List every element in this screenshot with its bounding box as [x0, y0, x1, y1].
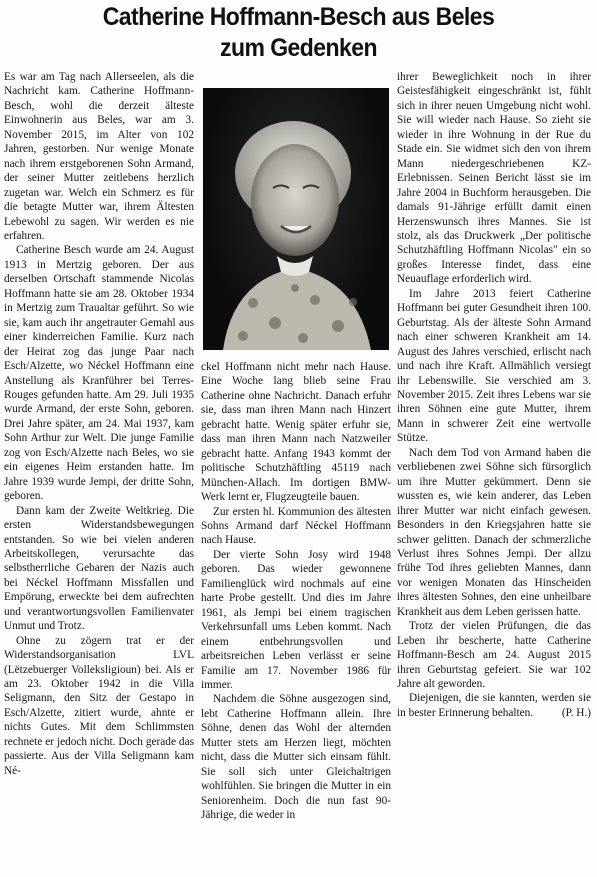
- paragraph: Nach dem Tod von Armand haben die verbliebenen zwei Söhne sich fürsorglich um ihre Mutter gekümmert. Denn sie wussten es, wie kein anderer, das Leben ihrer Mutter war nicht einfach gewesen. Besonders in den Kriegsjahren hatte sie schwer gelitten. Danach der schmerzliche Verlust ihres Sohnes Jempi. Der allzu frühe Tod ihres geliebten Mannes, dann vor wenigen Monaten das Hinscheiden ihres ältesten Sohnes, den eine unheilbare Krankheit aus dem Leben gerissen hatte.: [397, 446, 591, 618]
- paragraph: Trotz der vielen Prüfungen, die das Leben ihr bescherte, hatte Catherine Hoffmann-Besch am 24. August 2015 ihren Geburtstag gefeiert. Sie war 102 Jahre alt geworden.: [397, 620, 591, 691]
- column-2: [201, 360, 391, 823]
- paragraph: Im Jahre 2013 feiert Catherine Hoffmann bei guter Gesundheit ihren 100. Geburtstag. Als der älteste Sohn Armand nach einer schweren Krankheit am 14. August des Jahres verschied, erlischt nach und nach ihre Kraft. Allmählich versiegt ihr Lebenswille. Sie verschied am 3. November 2015. Zeit ihres Lebens war sie ihren Söhnen eine gute Mutter, ihrem Mann in schwerer Zeit eine wertvolle Stütze.: [397, 287, 591, 445]
- paragraph: Zur ersten hl. Kommunion des ältesten Sohns Armand darf Néckel Hoffmann nach Hause.: [201, 505, 391, 547]
- paragraph: Catherine Besch wurde am 24. August 1913 in Mertzig geboren. Der aus derselben Ortschaft stammende Nicolas Hoffmann hatte sie am 28. Oktober 1934 in Mertzig zum Traualtar geführt. So wie sie, kam auch ihr angetrauter Gemahl aus einer kinderreichen Familie. Kurz nach der Heirat zog das junge Paar nach Esch/Alzette, wo Néckel Hoffmann eine Anstellung als Kranführer bei Terres-Rouges gefunden hatte. Am 29. Juli 1935 wurde Armand, der erste Sohn, geboren. Drei Jahre später, am 24. Mai 1937, kam Sohn Arthur zur Welt. Die junge Familie zog von Esch/Alzette nach Beles, wo sie ein eigenes Heim erstanden hatte. Im Jahre 1939 wurde Jempi, der dritte Sohn, geboren.: [4, 244, 194, 503]
- closing-text: Diejenigen, die sie kannten, werden sie in bester Erinnerung behalten.: [397, 692, 591, 719]
- paragraph: ihrer Beweglichkeit noch in ihrer Geistesfähigkeit eingeschränkt ist, fühlt sich in ihrer neuen Umgebung nicht wohl. Sie will wieder nach Hause. So zieht sie wieder in ihre Wohnung in der Rue du Stade ein. Sie widmet sich den von ihrem Mann niedergeschriebenen KZ-Erlebnissen. Seinen Bericht lässt sie im Jahre 2004 in Buchform herausgeben. Die damals 91-Jährige erfüllt damit einen Herzenswunsch ihres Mannes. Sie ist stolz, als das Druckwerk „Der politische Schutzhäftling Hoffmann Nicolas" ein so großes Interesse findet, dass eine Neuauflage erforderlich wird.: [397, 71, 591, 286]
- portrait-photo-icon: [203, 88, 389, 350]
- column-3: [397, 70, 591, 720]
- paragraph-last: [397, 691, 591, 720]
- paragraph: Ohne zu zögern trat er der Widerstandsorganisation LVL (Lëtzebuerger Volleksligioun) bei. Als er am 23. Oktober 1942 in die Villa Seligmann, den Sitz der Gestapo in Esch/Alzette, zitiert wurde, ahnte er nichts Gutes. Mit dem Schlimmsten rechnete er jedoch nicht. Doch gerade das passierte. Aus der Villa Seligmann kam Né-: [4, 634, 194, 777]
- headline-line-2: zum Gedenken: [220, 34, 377, 62]
- paragraph: ckel Hoffmann nicht mehr nach Hause. Eine Woche lang blieb seine Frau Catherine ohne Nachricht. Danach erfuhr sie, dass man ihren Mann nach Hinzert gebracht hatte. Wenig später erfuhr sie, dass man ihren Mann nach Natzweiler gebracht hatte. Anfang 1943 kommt der politische Schutzhäftling 45119 nach München-Allach. Im dortigen BMW-Werk lernt er, Flugzeugteile bauen.: [201, 361, 391, 504]
- author-signature: (P. H.): [561, 706, 591, 719]
- paragraph: Dann kam der Zweite Weltkrieg. Die ersten Widerstandsbewegungen entstanden. So wie bei vielen anderen Arbeitskollegen, verursachte das selbstherrliche Gebaren der Nazis auch bei Néckel Hoffmann Missfallen und Empörung, erweckte bei dem aufrechten und verantwortungsvollen Familienvater Unmut und Trotz.: [4, 504, 194, 633]
- paragraph: Der vierte Sohn Josy wird 1948 geboren. Das wieder gewonnene Familienglück wird nochmals auf eine harte Probe gestellt. Und dies im Jahre 1961, als Jempi bei einem tragischen Verkehrsunfall ums Leben kommt. Nach einem entbehrungsvollen und arbeitsreichen Leben verlässt er seine Familie am 17. November 1986 für immer.: [201, 548, 391, 691]
- paragraph: Nachdem die Söhne ausgezogen sind, lebt Catherine Hoffmann allein. Ihre Söhne, denen das Wohl der alternden Mutter stets am Herzen liegt, möchten nicht, dass die Mutter sich einsam fühlt. Sie soll sich unter Gleichaltrigen wohlfühlen. Sie bringen die Mutter in ein Seniorenheim. Doch die nun fast 90-Jährige, die weder in: [201, 693, 391, 822]
- column-1: [4, 70, 194, 778]
- paragraph: Es war am Tag nach Allerseelen, als die Nachricht kam. Catherine Hoffmann-Besch, wohl die derzeit älteste Einwohnerin aus Beles, war am 3. November 2015, im Alter von 102 Jahren, gestorben. Nur wenige Monate nach ihrem erstgeborenen Sohn Armand, der seiner Mutter zeitlebens herzlich zugetan war. Welch ein Schmerz es für die betagte Mutter war, ihrem Ältesten Lebewohl zu sagen. Wir werden es nie erfahren.: [4, 71, 194, 242]
- portrait-illustration: [203, 88, 389, 350]
- headline: [24, 2, 573, 64]
- headline-line-1: Catherine Hoffmann-Besch aus Beles: [102, 3, 495, 31]
